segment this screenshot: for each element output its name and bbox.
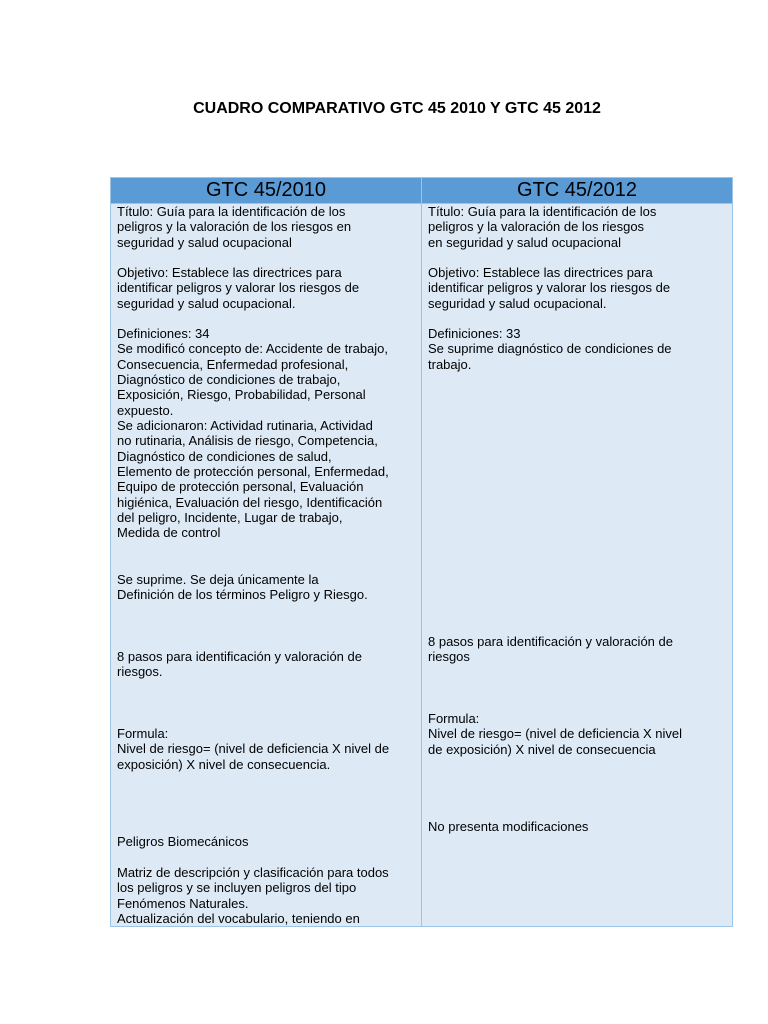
comparison-table xyxy=(110,177,733,927)
cell-2010-titulo: Título: Guía para la identificación de los peligros y la valoración de los riesgos en seguridad y salud ocupacional xyxy=(117,204,352,250)
cell-2012-definiciones: Definiciones: 33 Se suprime diagnóstico de condiciones de trabajo. xyxy=(428,326,672,372)
cell-2010-suprime: Se suprime. Se deja únicamente la Definición de los términos Peligro y Riesgo. xyxy=(117,572,368,603)
cell-2010-objetivo: Objetivo: Establece las directrices para identificar peligros y valorar los riesgos de seguridad y salud ocupacional. xyxy=(117,265,360,311)
cell-2012-pasos: 8 pasos para identificación y valoración de riesgos xyxy=(428,634,673,665)
header-gtc-2012: GTC 45/2012 xyxy=(516,179,638,201)
cell-2012-titulo: Título: Guía para la identificación de los peligros y la valoración de los riesgos en seguridad y salud ocupacional xyxy=(428,204,657,250)
page-title: CUADRO COMPARATIVO GTC 45 2010 Y GTC 45 2012 xyxy=(193,100,601,117)
cell-2012-formula: Formula: Nivel de riesgo= (nivel de deficiencia X nivel de exposición) X nivel de consecuencia xyxy=(428,711,682,757)
header-gtc-2010: GTC 45/2010 xyxy=(111,178,422,203)
column-divider xyxy=(421,204,422,927)
cell-2010-pasos: 8 pasos para identificación y valoración de riesgos. xyxy=(117,649,362,680)
cell-2012-modificaciones: No presenta modificaciones xyxy=(428,819,589,834)
table-body xyxy=(111,204,732,927)
cell-2010-formula: Formula: Nivel de riesgo= (nivel de deficiencia X nivel de exposición) X nivel de consecuencia. xyxy=(117,726,390,772)
cell-2012-objetivo: Objetivo: Establece las directrices para identificar peligros y valorar los riesgos de seguridad y salud ocupacional. xyxy=(428,265,671,311)
cell-2010-definiciones: Definiciones: 34 Se modificó concepto de: Accidente de trabajo, Consecuencia, Enfermedad profesional, Diagnóstico de condiciones de trabajo, Exposición, Riesgo, Probabilidad, Personal expuesto. Se adicionaron: Actividad rutinaria, Actividad no rutinaria, Análisis de riesgo, Competencia, Diagnóstico de condiciones de salud, Elemento de protección personal, Enfermedad, Equipo de protección personal, Evaluación higiénica, Evaluación del riesgo, Identificación del peligro, Incidente, Lugar de trabajo, Medida de control xyxy=(117,326,389,541)
cell-2010-peligros: Peligros Biomecánicos xyxy=(117,834,249,849)
table-header-row xyxy=(111,178,732,204)
cell-2010-matriz: Matriz de descripción y clasificación para todos los peligros y se incluyen peligros del tipo Fenómenos Naturales. Actualización del vocabulario, teniendo en xyxy=(117,865,389,927)
